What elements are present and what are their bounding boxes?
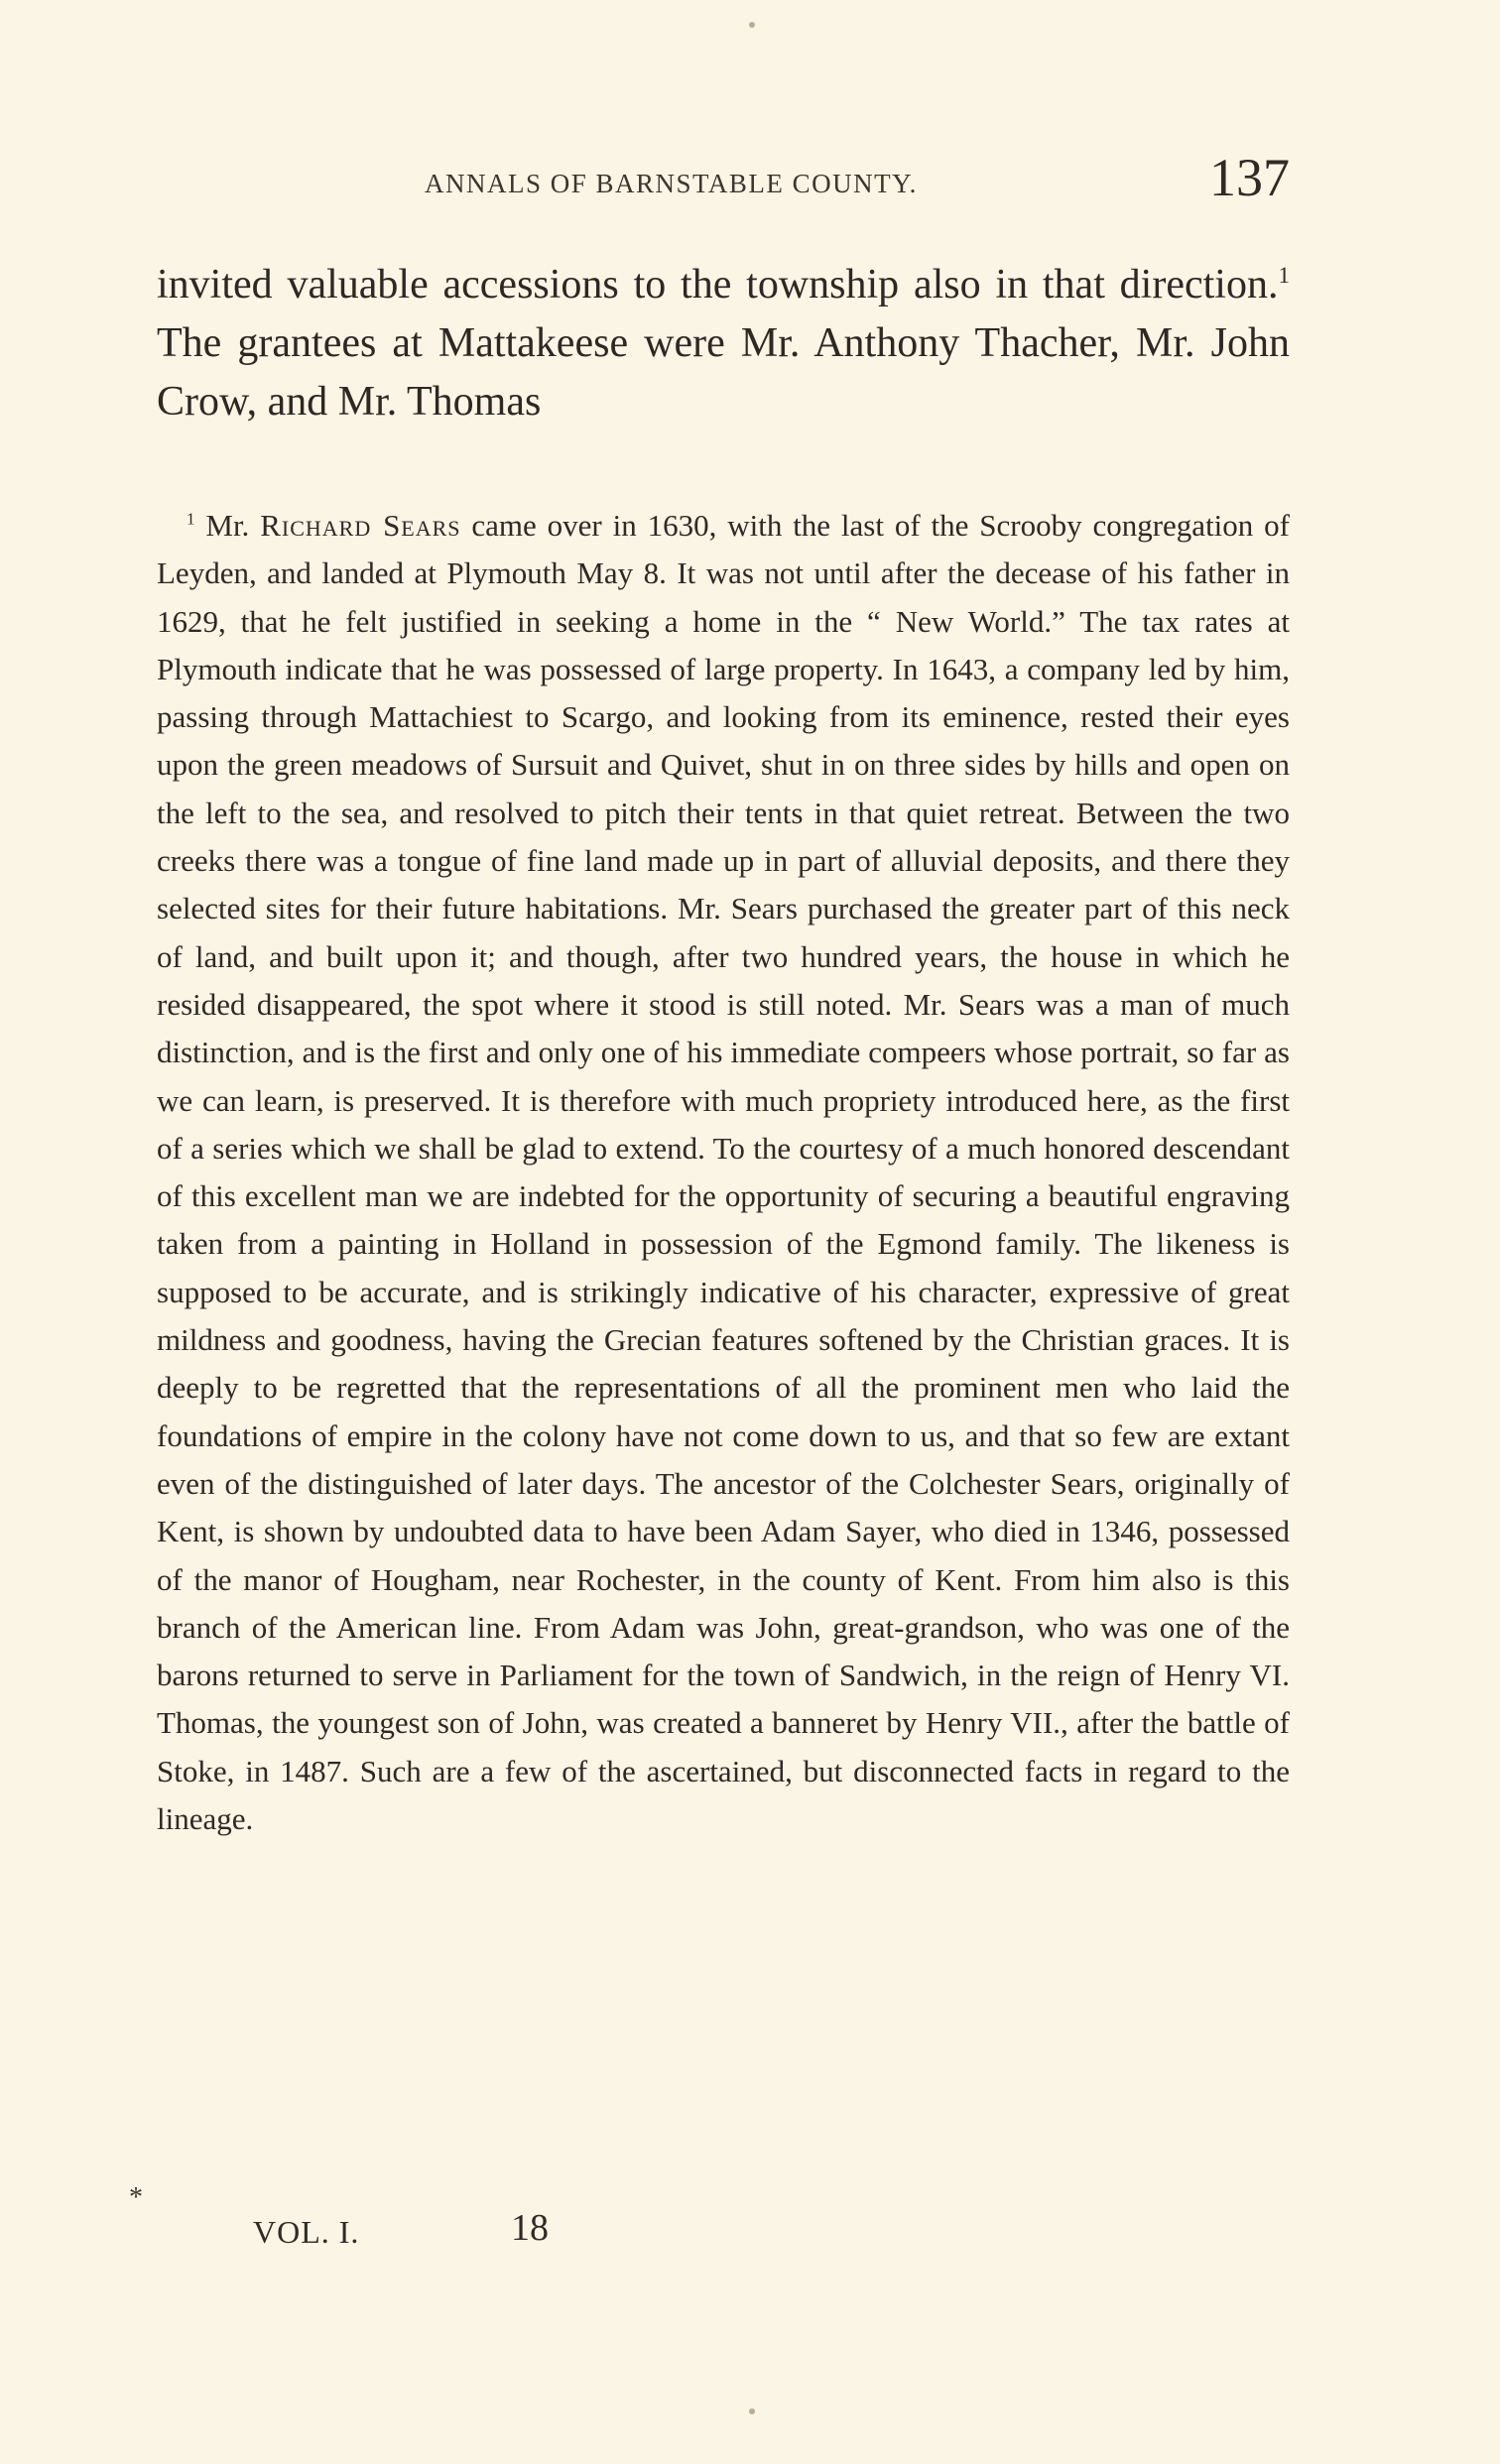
paper-speck <box>749 2408 755 2414</box>
footnote-text: came over in 1630, with the last of the Scrooby congregation of Leyden, and landed at Plymouth May 8. It was not until after the decease of his father in 1629, that he felt justified in seeking a home in the “ New World.” The tax rates at Plymouth indicate that he was possessed of large property. In 1643, a company led by him, passing through Mattachiest to Scargo, and looking from its eminence, rested their eyes upon the green meadows of Sursuit and Quivet, shut in on three sides by hills and open on the left to the sea, and resolved to pitch their tents in that quiet retreat. Between the two creeks there was a tongue of fine land made up in part of alluvial deposits, and there they selected sites for their future habitations. Mr. Sears purchased the greater part of this neck of land, and built upon it; and though, after two hundred years, the house in which he resided disappeared, the spot where it stood is still noted. Mr. Sears was a man of much distinction, and is the first and only one of his immediate compeers whose portrait, so far as we can learn, is preserved. It is therefore with much propriety introduced here, as the first of a series which we shall be glad to extend. To the courtesy of a much honored descendant of this excellent man we are indebted for the opportunity of securing a beautiful engraving taken from a painting in Holland in possession of the Egmond family. The likeness is supposed to be accurate, and is strikingly indicative of his character, expressive of great mildness and goodness, having the Grecian features softened by the Christian graces. It is deeply to be regretted that the representations of all the prominent men who laid the foundations of empire in the colony have not come down to us, and that so few are extant even of the distinguished of later days. The ancestor of the Colchester Sears, originally of Kent, is shown by undoubted data to have been Adam Sayer, who died in 1346, possessed of the manor of Hougham, near Rochester, in the county of Kent. From him also is this branch of the American line. From Adam was John, great-grandson, who was one of the barons returned to serve in Parliament for the town of Sandwich, in the reign of Henry VI. Thomas, the youngest son of John, was created a banneret by Henry VII., after the battle of Stoke, in 1487. Such are a few of the ascertained, but disconnected facts in regard to the lineage. <box>157 508 1290 1837</box>
page-number: 137 <box>1209 148 1290 207</box>
paper-speck <box>749 22 755 28</box>
signature-volume: VOL. I. <box>253 2214 360 2250</box>
main-text-part-2: The grantees at Mattakeese were Mr. Anthony Thacher, Mr. John Crow, and Mr. Thomas <box>157 320 1290 425</box>
running-head: ANNALS OF BARNSTABLE COUNTY. <box>425 169 918 198</box>
printer-asterisk: * <box>129 2182 143 2213</box>
footnote-person-name: Richard Sears <box>260 508 461 543</box>
footnote <box>157 502 1290 1843</box>
page-header <box>159 139 1290 218</box>
footnote-lead-in: Mr. <box>194 508 261 543</box>
main-text <box>157 256 1290 431</box>
footnote-reference: 1 <box>1278 262 1290 288</box>
footnote-marker: 1 <box>187 509 195 529</box>
main-text-part-1: invited valuable accessions to the township also in that direction. <box>157 262 1279 308</box>
signature-number: 18 <box>511 2207 549 2249</box>
